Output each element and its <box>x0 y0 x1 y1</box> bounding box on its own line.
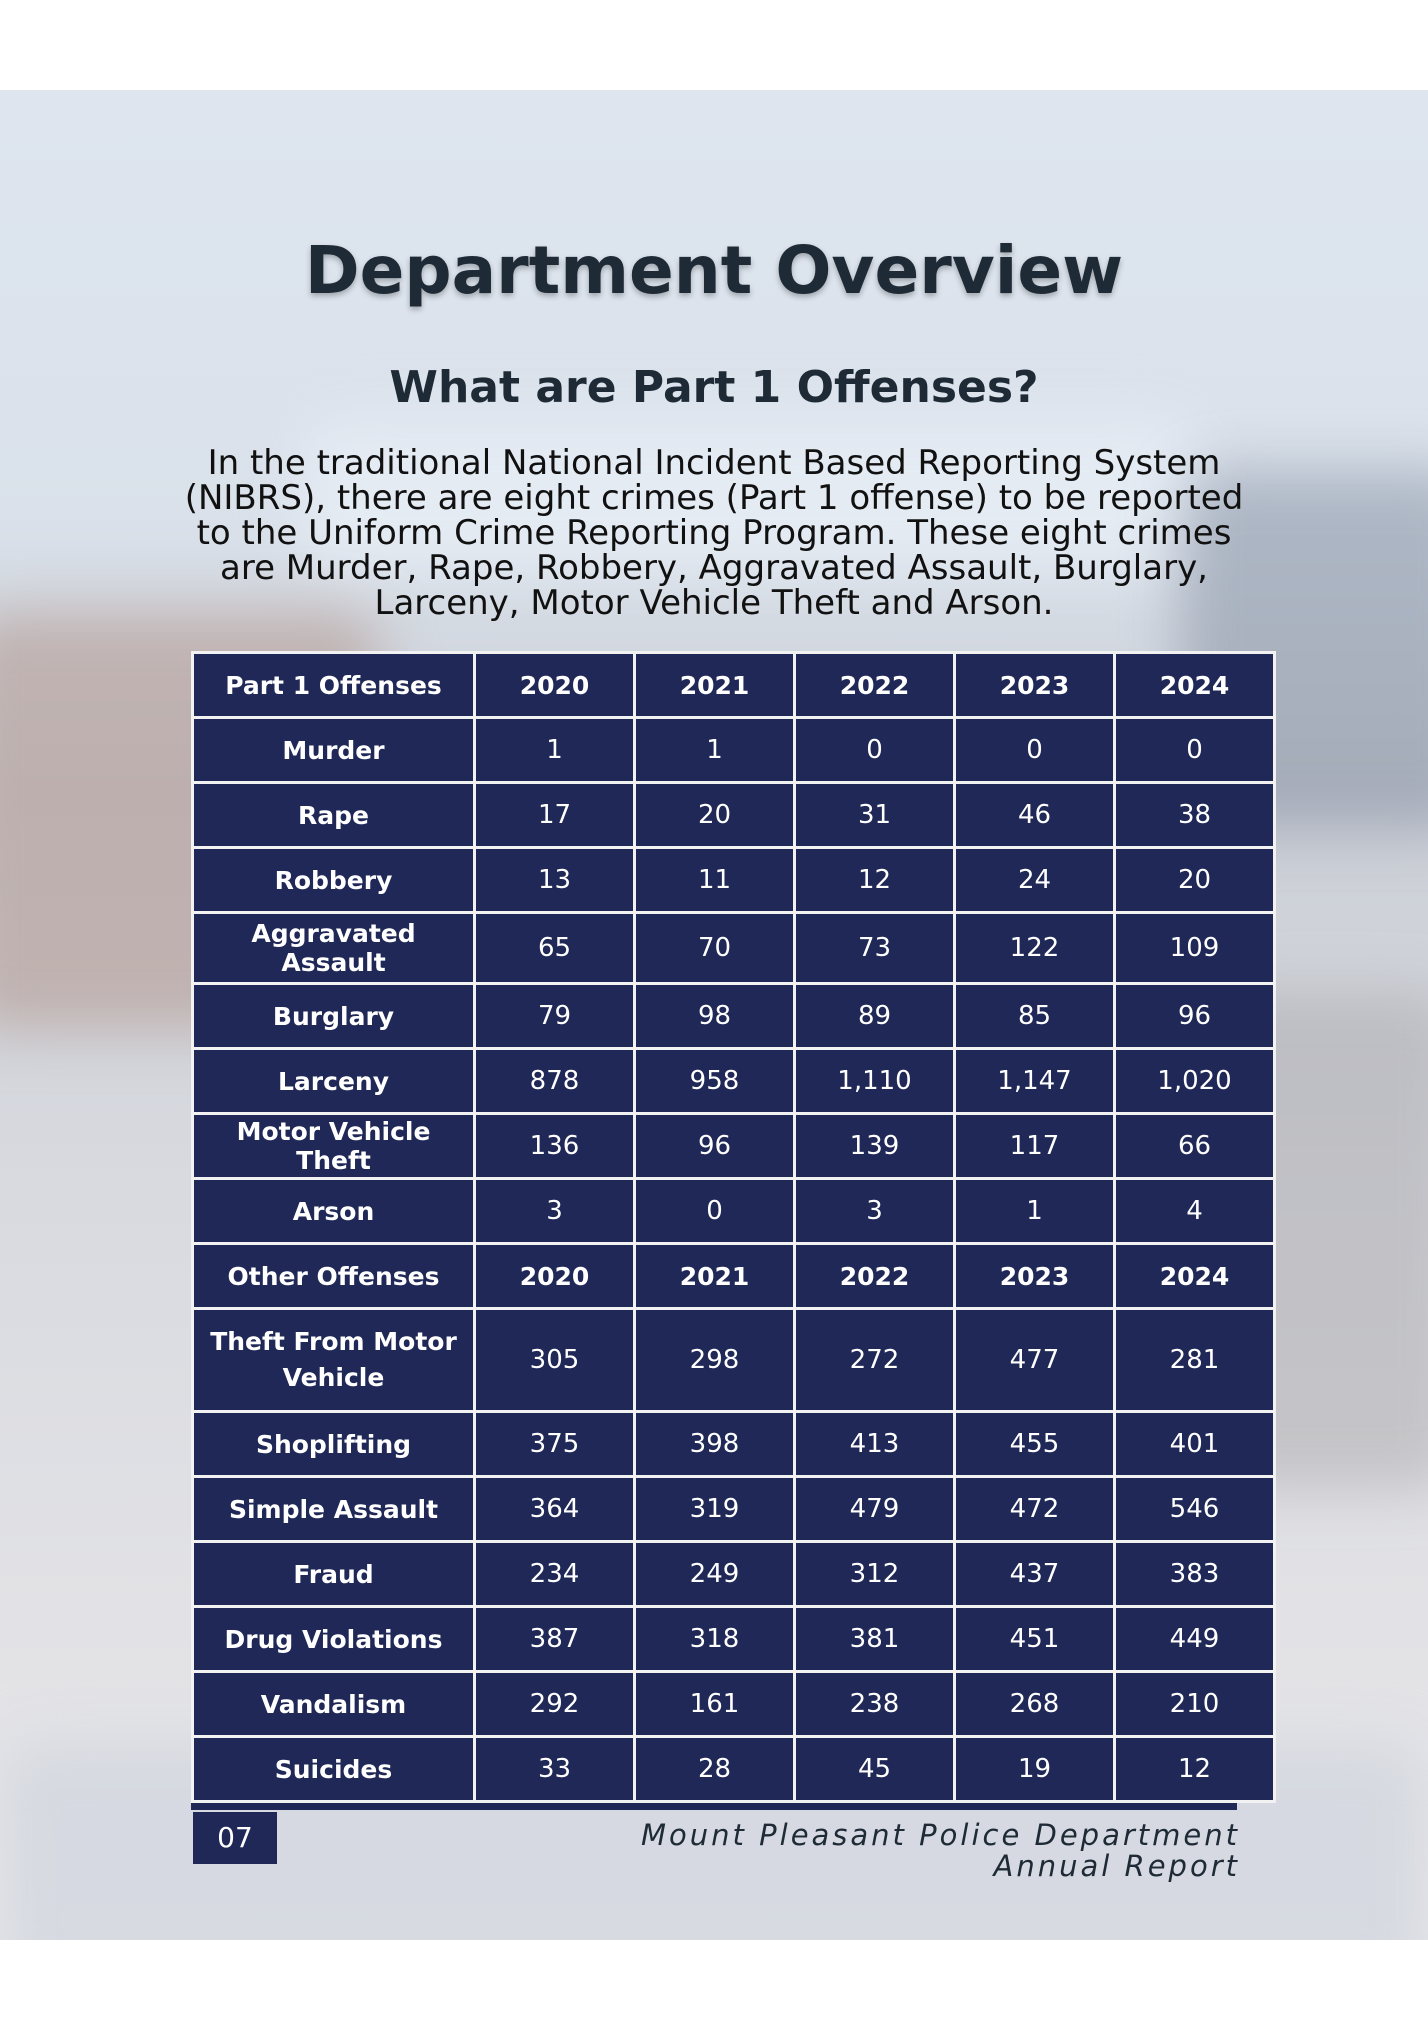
table-cell: 878 <box>476 1050 633 1112</box>
intro-paragraph: In the traditional National Incident Based Reporting System (NIBRS), there are eight crimes (Part 1 offense) to be reported to the Uniform Crime Reporting Program. These eight crimes are Murder, Rape, Robbery, Aggravated Assault, Burglary, Larceny, Motor Vehicle Theft and Arson. <box>184 443 1244 623</box>
table-cell: 1 <box>476 719 633 781</box>
header-cell: 2021 <box>636 1245 793 1307</box>
row-label: Larceny <box>194 1050 473 1112</box>
header-cell: 2024 <box>1116 1245 1273 1307</box>
row-label: Murder <box>194 719 473 781</box>
table-row <box>194 1310 1273 1410</box>
table-cell: 33 <box>476 1738 633 1800</box>
table-cell: 281 <box>1116 1310 1273 1410</box>
table-cell: 24 <box>956 849 1113 911</box>
section-subtitle: What are Part 1 Offenses? <box>389 362 1039 413</box>
row-label: Aggravated Assault <box>194 914 473 982</box>
table-cell: 46 <box>956 784 1113 846</box>
table-row <box>194 1180 1273 1242</box>
table-cell: 122 <box>956 914 1113 982</box>
table-row <box>194 1115 1273 1177</box>
row-label: Theft From Motor Vehicle <box>194 1310 473 1410</box>
table-cell: 12 <box>1116 1738 1273 1800</box>
part1-header-row <box>194 654 1273 716</box>
footer-rule <box>191 1803 1237 1810</box>
row-label: Motor Vehicle Theft <box>194 1115 473 1177</box>
table-cell: 98 <box>636 985 793 1047</box>
table-row <box>194 1413 1273 1475</box>
table-row <box>194 784 1273 846</box>
table-row <box>194 914 1273 982</box>
table-cell: 17 <box>476 784 633 846</box>
table-cell: 472 <box>956 1478 1113 1540</box>
header-cell: 2024 <box>1116 654 1273 716</box>
table-cell: 19 <box>956 1738 1113 1800</box>
row-label: Arson <box>194 1180 473 1242</box>
table-cell: 0 <box>956 719 1113 781</box>
row-label: Simple Assault <box>194 1478 473 1540</box>
table-cell: 375 <box>476 1413 633 1475</box>
table-row <box>194 849 1273 911</box>
header-cell: Other Offenses <box>194 1245 473 1307</box>
table-cell: 11 <box>636 849 793 911</box>
table-cell: 73 <box>796 914 953 982</box>
table-cell: 3 <box>796 1180 953 1242</box>
table-row <box>194 1608 1273 1670</box>
table-cell: 89 <box>796 985 953 1047</box>
table-cell: 413 <box>796 1413 953 1475</box>
table-row <box>194 1543 1273 1605</box>
table-cell: 312 <box>796 1543 953 1605</box>
table-cell: 139 <box>796 1115 953 1177</box>
other-header-row <box>194 1245 1273 1307</box>
table-cell: 364 <box>476 1478 633 1540</box>
table-cell: 0 <box>636 1180 793 1242</box>
table-cell: 70 <box>636 914 793 982</box>
row-label: Fraud <box>194 1543 473 1605</box>
table-cell: 398 <box>636 1413 793 1475</box>
table-cell: 298 <box>636 1310 793 1410</box>
table-row <box>194 719 1273 781</box>
table-cell: 136 <box>476 1115 633 1177</box>
table-cell: 381 <box>796 1608 953 1670</box>
table-cell: 1,020 <box>1116 1050 1273 1112</box>
row-label: Vandalism <box>194 1673 473 1735</box>
table-cell: 234 <box>476 1543 633 1605</box>
table-cell: 0 <box>1116 719 1273 781</box>
table-cell: 45 <box>796 1738 953 1800</box>
table-cell: 318 <box>636 1608 793 1670</box>
row-label: Suicides <box>194 1738 473 1800</box>
header-cell: 2020 <box>476 654 633 716</box>
table-cell: 161 <box>636 1673 793 1735</box>
header-cell: 2023 <box>956 1245 1113 1307</box>
header-cell: 2020 <box>476 1245 633 1307</box>
row-label: Shoplifting <box>194 1413 473 1475</box>
row-label: Drug Violations <box>194 1608 473 1670</box>
table-cell: 96 <box>636 1115 793 1177</box>
table-cell: 0 <box>796 719 953 781</box>
row-label: Burglary <box>194 985 473 1047</box>
table-cell: 437 <box>956 1543 1113 1605</box>
table-cell: 28 <box>636 1738 793 1800</box>
table-cell: 479 <box>796 1478 953 1540</box>
table-row <box>194 1050 1273 1112</box>
header-cell: 2022 <box>796 1245 953 1307</box>
header-cell: 2021 <box>636 654 793 716</box>
table-cell: 455 <box>956 1413 1113 1475</box>
table-cell: 268 <box>956 1673 1113 1735</box>
table-cell: 210 <box>1116 1673 1273 1735</box>
table-row <box>194 1478 1273 1540</box>
table-cell: 958 <box>636 1050 793 1112</box>
header-cell: Part 1 Offenses <box>194 654 473 716</box>
table-cell: 1 <box>956 1180 1113 1242</box>
table-cell: 272 <box>796 1310 953 1410</box>
row-label: Robbery <box>194 849 473 911</box>
header-cell: 2023 <box>956 654 1113 716</box>
table-cell: 401 <box>1116 1413 1273 1475</box>
table-cell: 451 <box>956 1608 1113 1670</box>
table-cell: 1,110 <box>796 1050 953 1112</box>
table-cell: 249 <box>636 1543 793 1605</box>
table-cell: 85 <box>956 985 1113 1047</box>
table-row <box>194 985 1273 1047</box>
table-row <box>194 1673 1273 1735</box>
table-cell: 4 <box>1116 1180 1273 1242</box>
page-number: 07 <box>193 1812 277 1864</box>
table-cell: 546 <box>1116 1478 1273 1540</box>
table-cell: 477 <box>956 1310 1113 1410</box>
table-row <box>194 1738 1273 1800</box>
table-cell: 238 <box>796 1673 953 1735</box>
table-cell: 3 <box>476 1180 633 1242</box>
table-cell: 66 <box>1116 1115 1273 1177</box>
table-cell: 20 <box>1116 849 1273 911</box>
page-title: Department Overview <box>304 232 1124 309</box>
table-cell: 449 <box>1116 1608 1273 1670</box>
table-cell: 31 <box>796 784 953 846</box>
table-cell: 109 <box>1116 914 1273 982</box>
table-cell: 79 <box>476 985 633 1047</box>
footer-document-title: Mount Pleasant Police Department Annual Report <box>641 1818 1240 1883</box>
table-cell: 38 <box>1116 784 1273 846</box>
header-cell: 2022 <box>796 654 953 716</box>
table-cell: 20 <box>636 784 793 846</box>
table-cell: 13 <box>476 849 633 911</box>
offenses-table <box>191 651 1276 1803</box>
table-cell: 305 <box>476 1310 633 1410</box>
table-cell: 65 <box>476 914 633 982</box>
table-cell: 292 <box>476 1673 633 1735</box>
table-cell: 117 <box>956 1115 1113 1177</box>
row-label: Rape <box>194 784 473 846</box>
table-cell: 96 <box>1116 985 1273 1047</box>
table-cell: 1,147 <box>956 1050 1113 1112</box>
table-cell: 387 <box>476 1608 633 1670</box>
table-cell: 12 <box>796 849 953 911</box>
table-cell: 319 <box>636 1478 793 1540</box>
table-cell: 1 <box>636 719 793 781</box>
table-cell: 383 <box>1116 1543 1273 1605</box>
